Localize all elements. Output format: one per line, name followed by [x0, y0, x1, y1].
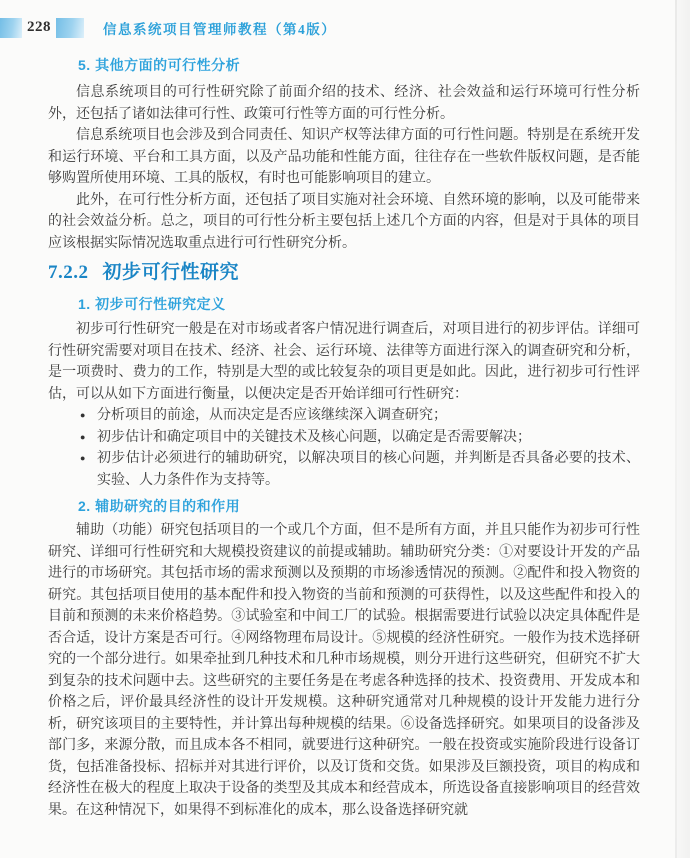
list-item: [48, 448, 640, 491]
header-accent-box-right: [56, 18, 84, 38]
paragraph-preliminary-intro: 初步可行性研究一般是在对市场或者客户情况进行调查后，对项目进行的初步评估。详细可行性研究需要对项目在技术、经济、社会、运行环境、法律等方面进行深入的调查研究和分析，是一项费时、费力的工作，特别是大型的或比较复杂的项目更是如此。因此，进行初步可行性评估，可以从如下方面进行衡量，以便决定是否开始详细可行性研究：: [48, 322, 640, 402]
paragraph-feasibility-scope: 信息系统项目的可行性研究除了前面介绍的技术、经济、社会效益和运行环境可行性分析外，还包括了诸如法律可行性、政策可行性等方面的可行性分析。: [48, 85, 640, 122]
heading-preliminary-definition: 1. 初步可行性研究定义: [78, 296, 226, 312]
bullet-icon: ●: [80, 431, 86, 442]
page-scan-edge-line: [675, 0, 677, 858]
section-number: 7.2.2: [48, 262, 89, 283]
section-title: 初步可行性研究: [102, 262, 240, 283]
list-item: [48, 405, 640, 427]
list-item-text: 初步估计必须进行的辅助研究，以解决项目的核心问题，并判断是否具备必要的技术、实验、人力条件作为支持等。: [97, 451, 640, 488]
list-item-text: 初步估计和确定项目中的关键技术及核心问题，以确定是否需要解决；: [97, 429, 531, 445]
list-item: [48, 427, 640, 449]
section-heading-7-2-2: [48, 260, 640, 286]
heading-other-feasibility: 5. 其他方面的可行性分析: [78, 57, 241, 73]
preliminary-criteria-list: [48, 405, 640, 491]
page-scan-shade: [677, 0, 690, 858]
page-header: [0, 17, 336, 38]
paragraph-auxiliary-research: 辅助（功能）研究包括项目的一个或几个方面，但不是所有方面，并且只能作为初步可行性研究、详细可行性研究和大规模投资建议的前提或辅助。辅助研究分类：①对要设计开发的产品进行的市场研究。其包括市场的需求预测以及预期的市场渗透情况的预测。②配件和投入物资的研究。其包括项目使用的基本配件和投入物资的当前和预测的可获得性，以及这些配件和投入的目前和预测的未来价格趋势。③试验室和中间工厂的试验。根据需要进行试验以决定具体配件是否合适，设计方案是否可行。④网络物理布局设计。⑤规模的经济性研究。一般作为技术选择研究的一个部分进行。如果牵扯到几种技术和几种市场规模，则分开进行这些研究，但研究不扩大到复杂的技术问题中去。这些研究的主要任务是在考虑各种选择的技术、投资费用、开发成本和价格之后，评价最具经济性的设计开发规模。这种研究通常对几种规模的设计开发能力进行分析，研究该项目的主要特性，并计算出每种规模的结果。⑥设备选择研究。如果项目的设备涉及部门多，来源分散，而且成本各不相同，就要进行这种研究。一般在投资或实施阶段进行设备订货，包括准备投标、招标并对其进行评价，以及订货和交货。如果涉及巨额投资，项目的构成和经济性在极大的程度上取决于设备的类型及其成本和经营成本，所选设备直接影响项目的经营效果。在这种情况下，如果得不到标准化的成本，那么设备选择研究就: [48, 523, 640, 818]
page-number: 228: [27, 19, 51, 35]
bullet-icon: ●: [80, 453, 86, 463]
page-content: [48, 37, 640, 821]
header-accent-box-left: [0, 18, 22, 38]
heading-auxiliary-research: 2. 辅助研究的目的和作用: [78, 498, 241, 514]
bullet-icon: ●: [80, 410, 86, 420]
list-item-text: 分析项目的前途，从而决定是否应该继续深入调查研究；: [97, 408, 447, 423]
paragraph-social-environment: 此外，在可行性分析方面，还包括了项目实施对社会环境、自然环境的影响，以及可能带来的社会效益分析。总之，项目的可行性分析主要包括上述几个方面的内容，但是对于具体的项目应该根据实际情况选取重点进行可行性研究分析。: [48, 192, 640, 251]
paragraph-legal-feasibility: 信息系统项目也会涉及到合同责任、知识产权等法律方面的可行性问题。特别是在系统开发和运行环境、平台和工具方面，以及产品功能和性能方面，往往存在一些软件版权问题，是否能够购置所使用环境、工具的版权，有时也可能影响项目的建立。: [48, 128, 640, 186]
book-title: 信息系统项目管理师教程（第4版）: [103, 21, 337, 37]
